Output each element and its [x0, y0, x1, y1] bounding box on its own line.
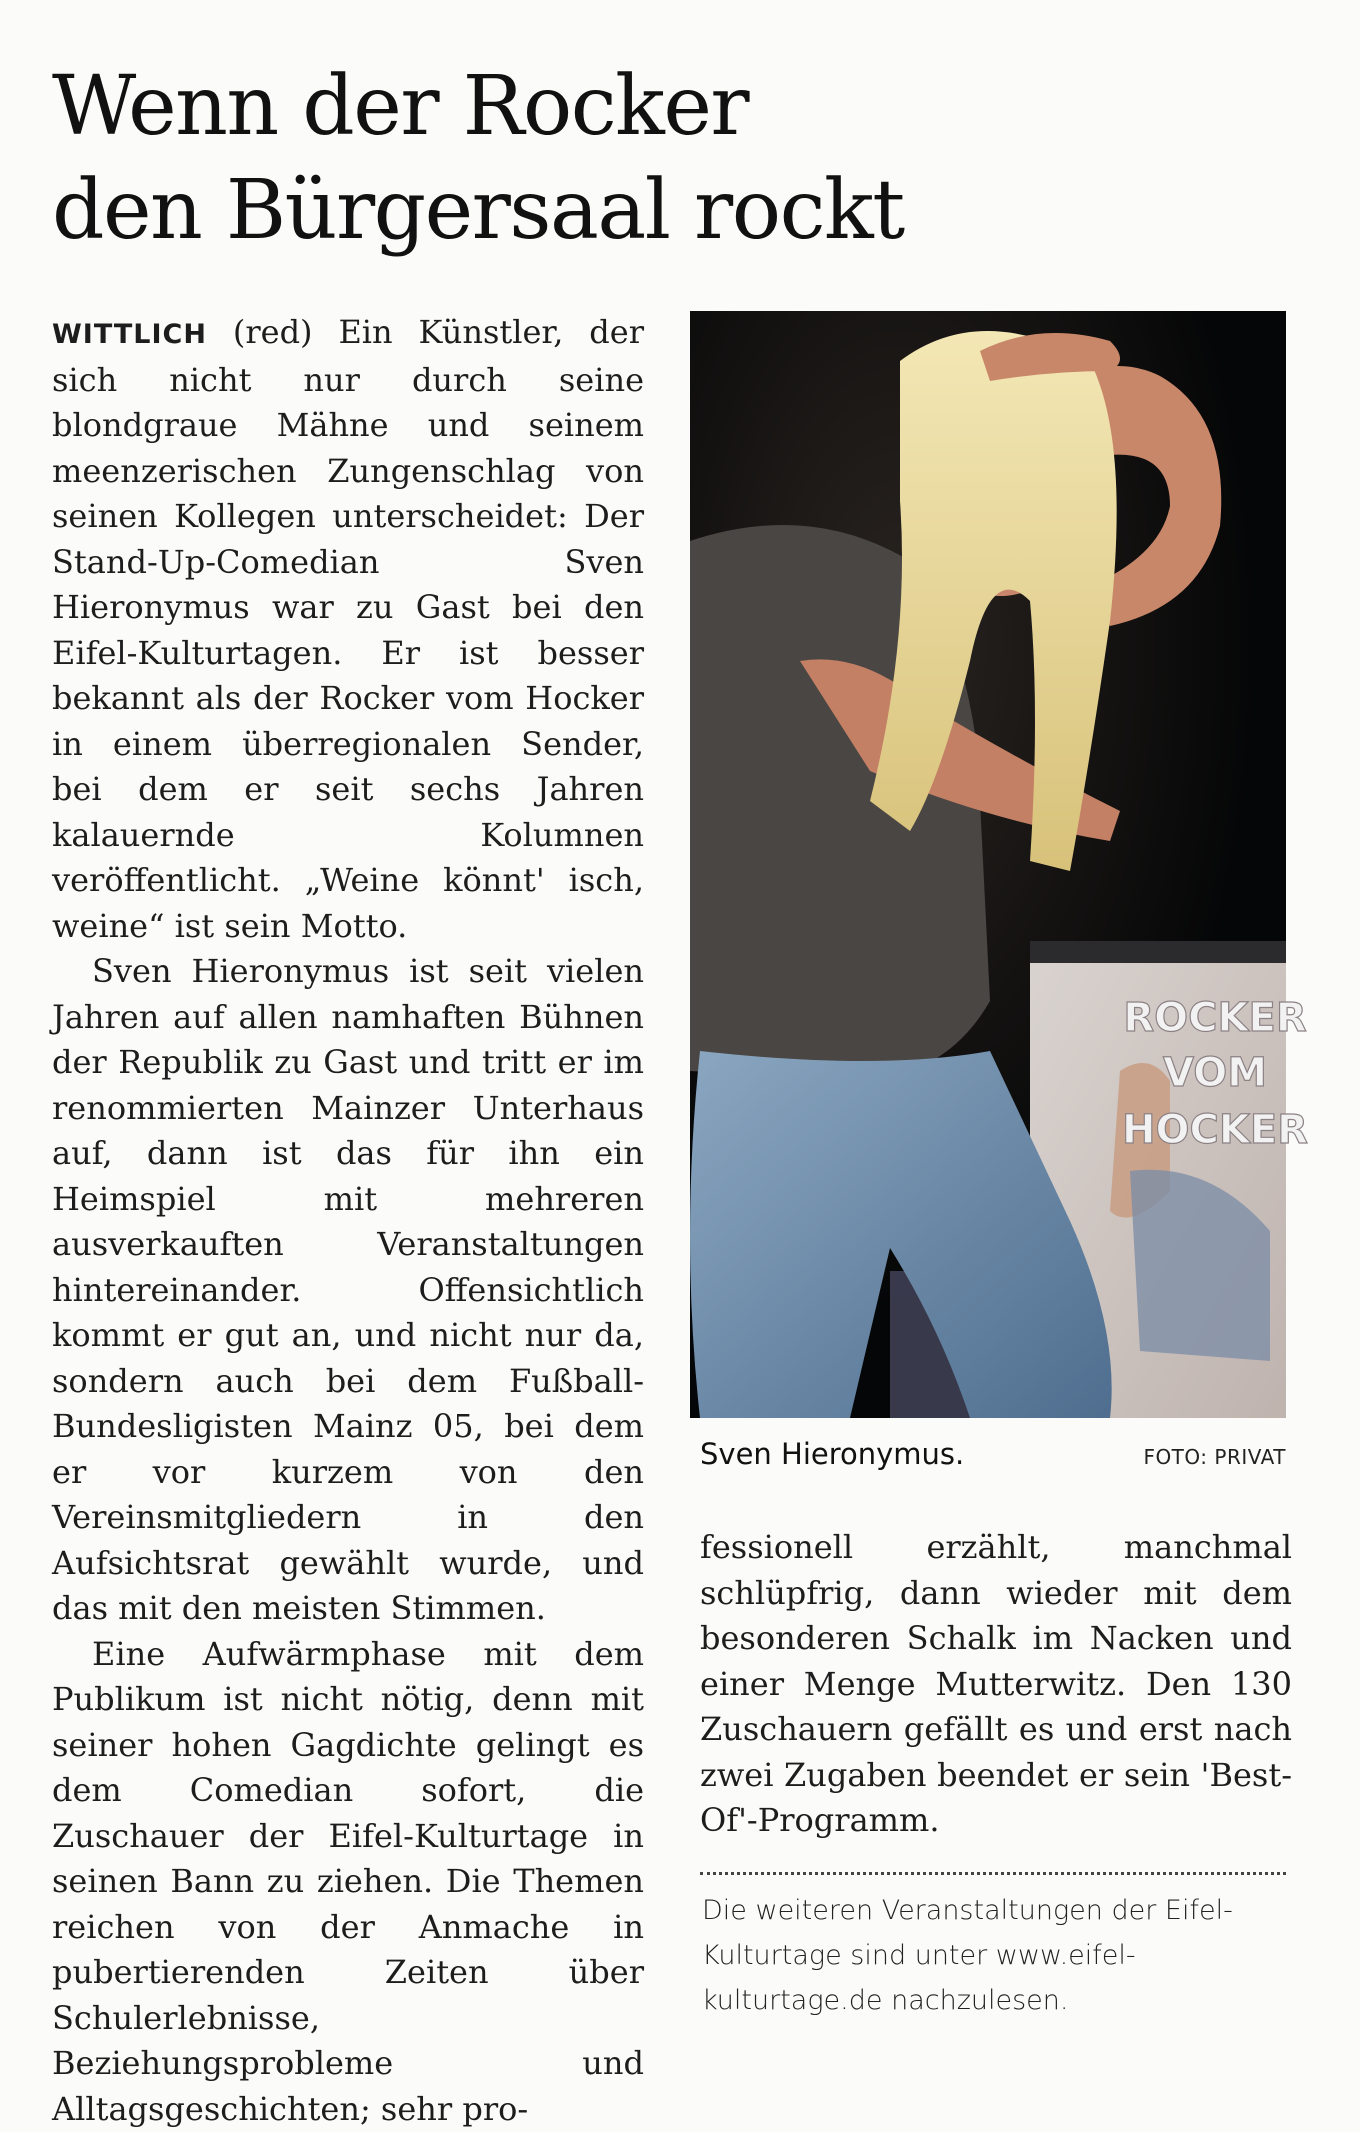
article-column-right	[700, 1525, 1292, 1844]
info-divider	[700, 1872, 1286, 1875]
banner-text-1: ROCKER	[1123, 995, 1306, 1041]
article-photo	[690, 311, 1286, 1418]
comedian-photo-illustration	[690, 311, 1286, 1418]
paragraph-2: Sven Hieronymus ist seit vielen Jahren auf allen namhaften Bühnen der Republik zu Gast und tritt er im renommierten Mainzer Unterhaus auf, dann ist das für ihn ein Heimspiel mit mehreren ausverkauften Veranstaltungen hintereinander. Offensichtlich kommt er gut an, und nicht nur da, sondern auch bei dem Fußball-Bundesligisten Mainz 05, bei dem er vor kurzem von den Vereinsmitgliedern in den Aufsichtsrat gewählt wurde, und das mit den meisten Stimmen.	[52, 949, 644, 1632]
lead-paragraph	[52, 310, 644, 949]
paragraph-3: Eine Aufwärmphase mit dem Publikum ist nicht nötig, denn mit seiner hohen Gagdichte gelingt es dem Comedian sofort, die Zuschauer der Eifel-Kulturtage in seinen Bann zu ziehen. Die Themen reichen von der Anmache in pubertierenden Zeiten über Schulerlebnisse, Beziehungsprobleme und Alltagsgeschichten; sehr pro-	[52, 1632, 644, 2132]
headline-line-2: den Bürgersaal rockt	[52, 159, 1292, 263]
info-box: Die weiteren Veranstaltungen der Eifel-Kulturtage sind unter www.eifel-kulturtage.de nachzulesen.	[702, 1888, 1292, 2023]
lead-text: (red) Ein Künstler, der sich nicht nur durch seine blondgraue Mähne und seinem meenzerischen Zungenschlag von seinen Kollegen unterscheidet: Der Stand-Up-Comedian Sven Hieronymus war zu Gast bei den Eifel-Kulturtagen. Er ist besser bekannt als der Rocker vom Hocker in einem überregionalen Sender, bei dem er seit sechs Jahren kalauernde Kolumnen veröffentlicht. „Weine könnt' isch, weine“ ist sein Motto.	[52, 313, 644, 945]
photo-caption-row	[700, 1437, 1286, 1481]
banner-text-2: VOM	[1163, 1050, 1267, 1096]
dateline: WITTLICH	[52, 319, 207, 350]
banner-text-3: HOCKER	[1122, 1107, 1308, 1153]
headline-line-1: Wenn der Rocker	[52, 55, 1292, 159]
headline	[52, 55, 1292, 263]
photo-caption: Sven Hieronymus.	[700, 1437, 964, 1471]
photo-credit: FOTO: PRIVAT	[1143, 1445, 1286, 1469]
paragraph-4: fessionell erzählt, manchmal schlüpfrig, dann wieder mit dem besonderen Schalk im Nacken und einer Menge Mutterwitz. Den 130 Zuschauern gefällt es und erst nach zwei Zugaben beendet er sein 'Best-Of'-Programm.	[700, 1525, 1292, 1844]
article-column-left	[52, 310, 644, 2132]
